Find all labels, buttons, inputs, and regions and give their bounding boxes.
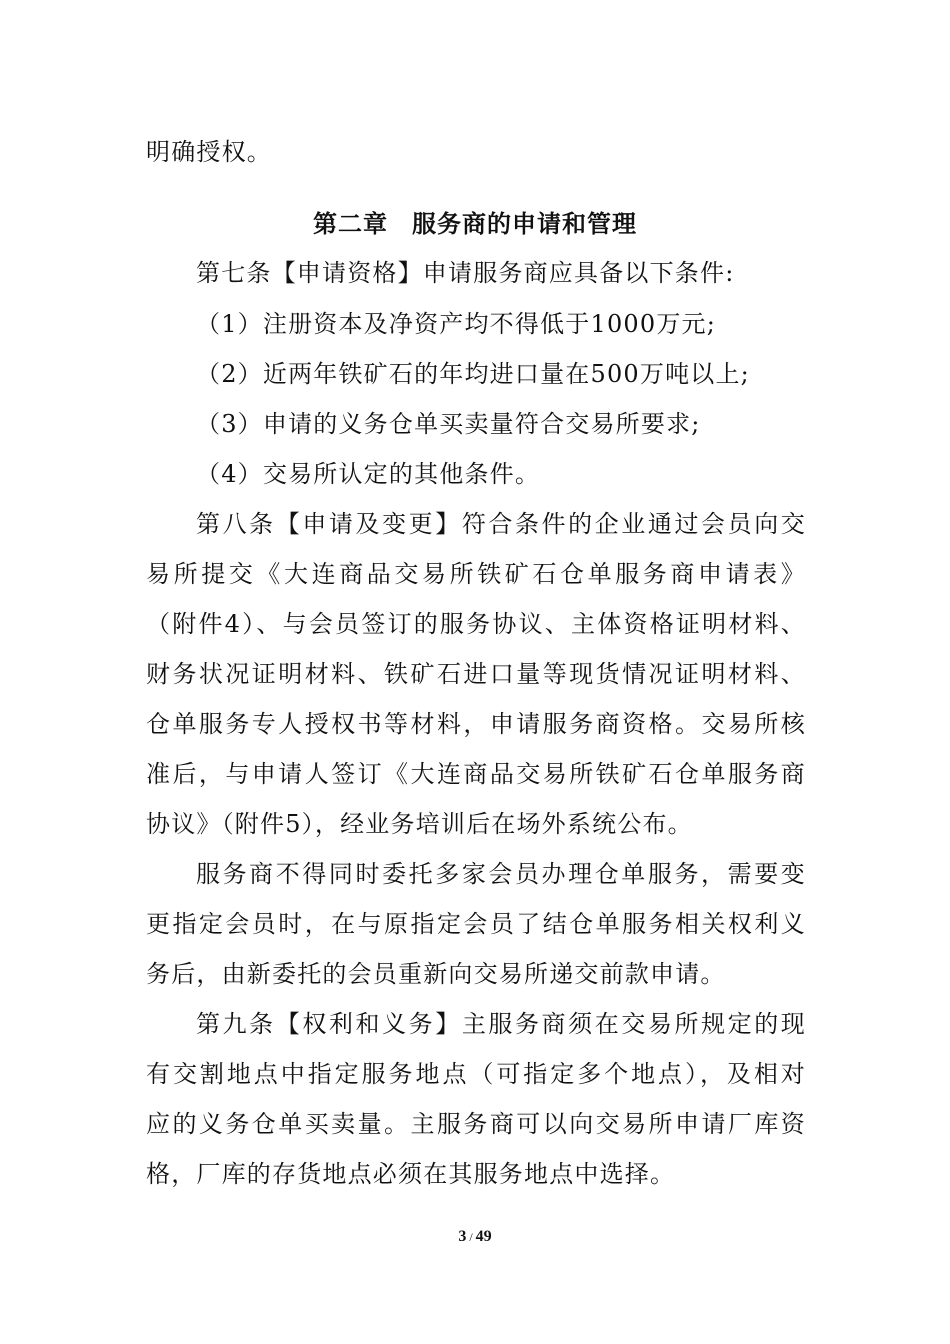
condition-item: （2）近两年铁矿石的年均进口量在500万吨以上; xyxy=(196,360,750,388)
article-8-paragraph-2-line: 服务商不得同时委托多家会员办理仓单服务，需要变 xyxy=(196,860,806,888)
article-8-line: 第八条【申请及变更】符合条件的企业通过会员向交 xyxy=(196,510,806,538)
chapter-heading xyxy=(0,207,950,241)
chapter-title: 服务商的申请和管理 xyxy=(412,210,637,238)
article-7-heading: 第七条【申请资格】申请服务商应具备以下条件: xyxy=(196,259,735,287)
condition-item: （4）交易所认定的其他条件。 xyxy=(196,460,541,488)
article-8-paragraph-2-line: 更指定会员时，在与原指定会员了结仓单服务相关权利义 xyxy=(146,910,806,938)
article-8-line: 准后，与申请人签订《大连商品交易所铁矿石仓单服务商 xyxy=(146,760,806,788)
page-number xyxy=(0,1226,950,1248)
article-8-line: 协议》（附件5），经业务培训后在场外系统公布。 xyxy=(146,810,693,838)
article-8-line: 仓单服务专人授权书等材料，申请服务商资格。交易所核 xyxy=(146,710,806,738)
article-9-line: 格，厂库的存货地点必须在其服务地点中选择。 xyxy=(146,1160,676,1188)
chapter-number: 第二章 xyxy=(313,210,388,238)
article-9-line: 第九条【权利和义务】主服务商须在交易所规定的现 xyxy=(196,1010,806,1038)
condition-item: （3）申请的义务仓单买卖量符合交易所要求; xyxy=(196,410,701,438)
article-8-paragraph-2-line: 务后，由新委托的会员重新向交易所递交前款申请。 xyxy=(146,960,726,988)
article-8-line: 易所提交《大连商品交易所铁矿石仓单服务商申请表》 xyxy=(146,560,806,588)
condition-item: （1）注册资本及净资产均不得低于1000万元; xyxy=(196,310,717,338)
article-9-line: 有交割地点中指定服务地点（可指定多个地点），及相对 xyxy=(146,1060,806,1088)
article-8-line: （附件4）、与会员签订的服务协议、主体资格证明材料、 xyxy=(146,610,806,638)
article-8-line: 财务状况证明材料、铁矿石进口量等现货情况证明材料、 xyxy=(146,660,806,688)
page-separator: / xyxy=(469,1230,473,1244)
continued-text: 明确授权。 xyxy=(146,138,272,166)
article-9-line: 应的义务仓单买卖量。主服务商可以向交易所申请厂库资 xyxy=(146,1110,806,1138)
current-page: 3 xyxy=(458,1228,467,1245)
total-pages: 49 xyxy=(475,1228,492,1245)
